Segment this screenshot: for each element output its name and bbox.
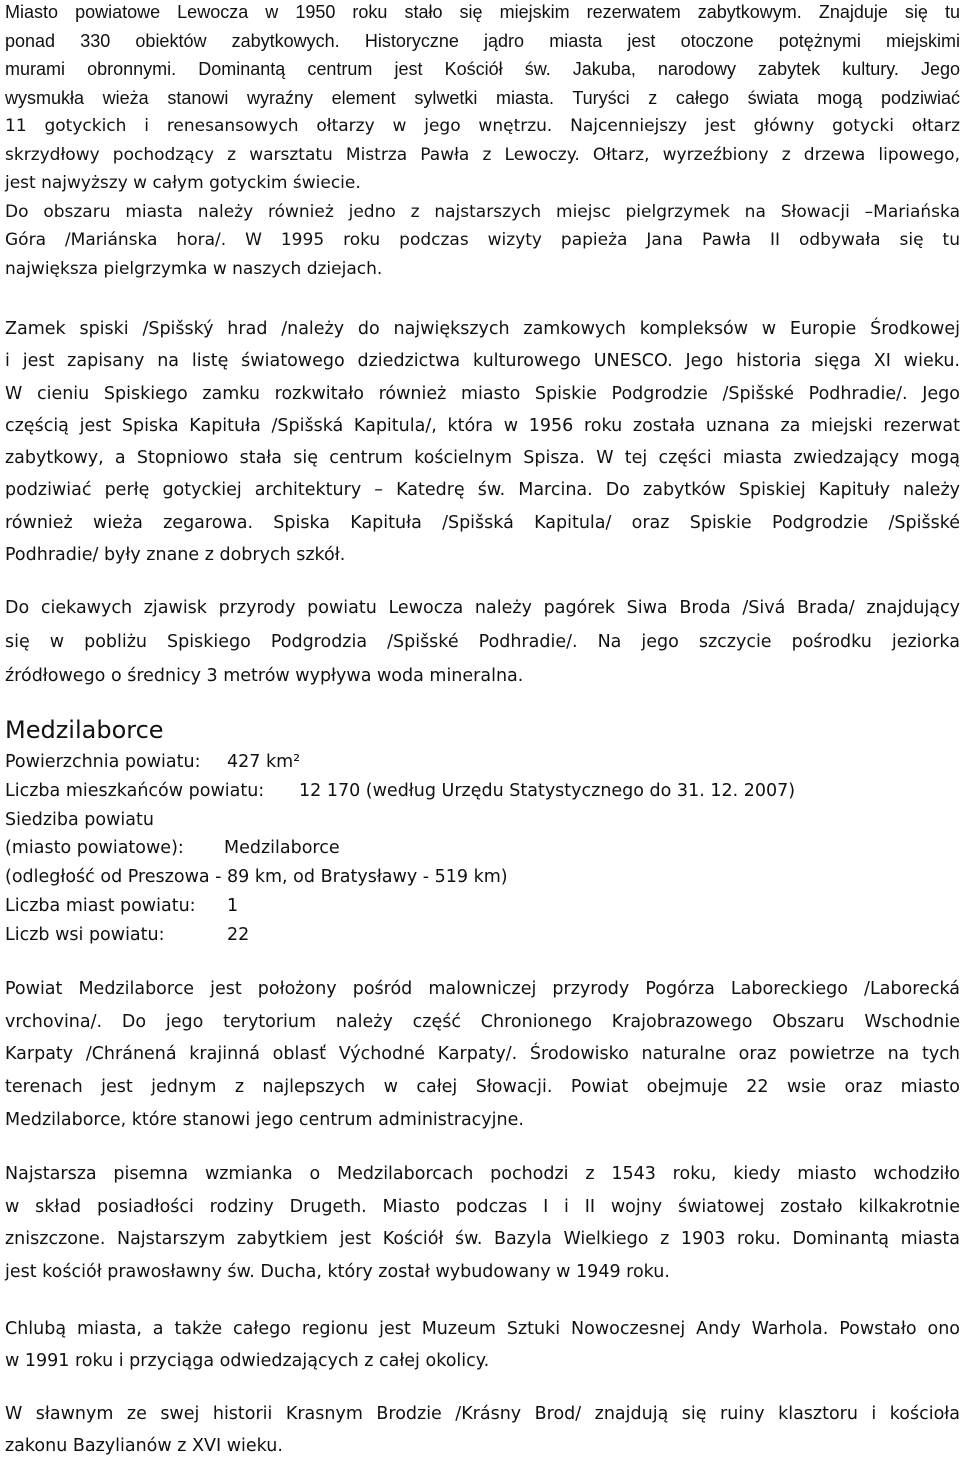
fact-seat (5, 834, 960, 863)
text-line: zniszczone. Najstarszym zabytkiem jest Kościół św. Bazyla Wielkiego z 1903 roku. Dominantą miasta (5, 1229, 960, 1249)
text-line: terenach jest jednym z najlepszych w całej Słowacji. Powiat obejmuje 22 wsie oraz miasto (5, 1077, 960, 1098)
fact-value: 427 km² (227, 752, 301, 772)
paragraph-medzilaborce-nature (5, 973, 960, 1137)
text-line: Powiat Medzilaborce jest położony pośród malowniczej przyrody Pogórza Laboreckiego /Laborecká (5, 979, 960, 999)
text-line: częścią jest Spiska Kapituła /Spišská Kapitula/, która w 1956 roku została uznana za miejski rezerwat (5, 415, 960, 436)
text-line: vrchovina/. Do jego terytorium należy część Chronionego Krajobrazowego Obszaru Wschodnie (5, 1011, 960, 1032)
text-line: Miasto powiatowe Lewocza w 1950 roku stało się miejskim rezerwatem zabytkowym. Znajduje się tu (5, 2, 960, 22)
fact-label: (miasto powiatowe): (5, 838, 184, 859)
fact-population (5, 777, 960, 806)
paragraph-levoca-history (5, 0, 960, 283)
text-line: źródłowego o średnicy 3 metrów wypływa woda mineralna. (5, 666, 524, 686)
fact-label: Liczba miast powiatu: (5, 895, 196, 916)
text-line: skrzydłowy pochodzący z warsztatu Mistrza Pawła z Lewoczy. Ołtarz, wyrzeźbiony z drzewa lipowego, (5, 144, 960, 165)
text-line: największa pielgrzymka w naszych dziejach. (5, 258, 383, 279)
fact-value: Medzilaborce (224, 838, 340, 859)
fact-distance: (odległość od Preszowa - 89 km, od Bratysławy - 519 km) (5, 867, 508, 888)
text-line: w skład posiadłości rodziny Drugeth. Miasto podczas I i II wojny światowej zostało kilkakrotnie (5, 1196, 960, 1217)
text-line: Medzilaborce, które stanowi jego centrum administracyjne. (5, 1109, 524, 1130)
text-line: Do ciekawych zjawisk przyrody powiatu Lewocza należy pagórek Siwa Broda /Sivá Brada/ znajdujący (5, 598, 960, 618)
text-line: murami obronnymi. Dominantą centrum jest Kościół św. Jakuba, narodowy zabytek kultury. Jego (5, 59, 960, 79)
paragraph-medzilaborce-history (5, 1158, 960, 1288)
fact-value: 1 (227, 895, 239, 916)
fact-label: Liczb wsi powiatu: (5, 924, 165, 945)
fact-villages (5, 921, 960, 950)
paragraph-warhol-museum (5, 1313, 960, 1377)
text-line: i jest zapisany na listę światowego dziedzictwa kulturowego UNESCO. Jego historia sięga XI wieku. (5, 351, 960, 372)
text-line: się w pobliżu Spiskiego Podgrodzia /Spišské Podhradie/. Na jego szczycie pośrodku jeziorka (5, 632, 960, 652)
text-line: Do obszaru miasta należy również jedno z najstarszych miejsc pielgrzymek na Słowacji –Mariańska (5, 201, 960, 222)
paragraph-spis-castle (5, 313, 960, 571)
text-line: Góra /Mariánska hora/. W 1995 roku podczas wizyty papieża Jana Pawła II odbywała się tu (5, 230, 960, 250)
text-line: W cieniu Spiskiego zamku rozkwitało również miasto Spiskie Podgrodzie /Spišské Podhradie/. Jego (5, 383, 960, 404)
fact-label: Liczba mieszkańców powiatu: (5, 780, 265, 801)
text-line: wysmukła wieża stanowi wyraźny element sylwetki miasta. Turyści z całego świata mogą podziwiać (5, 87, 960, 108)
text-line: zakonu Bazylianów z XVI wieku. (5, 1436, 283, 1456)
fact-towns (5, 892, 960, 921)
text-line: 11 gotyckich i renesansowych ołtarzy w jego wnętrzu. Najcenniejszy jest główny gotycki ołtarz (5, 116, 960, 136)
text-line: jest kościół prawosławny św. Ducha, który został wybudowany w 1949 roku. (5, 1261, 670, 1282)
text-line: w 1991 roku i przyciąga odwiedzających z całej okolicy. (5, 1351, 490, 1371)
text-line: ponad 330 obiektów zabytkowych. Historyczne jądro miasta jest otoczone potężnymi miejskimi (5, 30, 960, 51)
text-line: Karpaty /Chránená krajinná oblasť Východné Karpaty/. Środowisko naturalne oraz powietrze na tych (5, 1044, 960, 1065)
fact-area (5, 748, 960, 777)
paragraph-nature-levoca (5, 591, 960, 693)
text-line: Zamek spiski /Spišský hrad /należy do największych zamkowych kompleksów w Europie Środkowej (5, 319, 960, 339)
text-line: Najstarsza pisemna wzmianka o Medzilaborcach pochodzi z 1543 roku, kiedy miasto wchodziło (5, 1164, 960, 1184)
text-line: Chlubą miasta, a także całego regionu jest Muzeum Sztuki Nowoczesnej Andy Warhola. Powstało ono (5, 1319, 960, 1339)
text-line: zabytkowy, a Stopniowo stała się centrum kościelnym Spisza. W tej części miasta zwiedzający mogą (5, 448, 960, 469)
text-line: jest najwyższy w całym gotyckim świecie. (5, 173, 361, 193)
paragraph-krasny-brod (5, 1398, 960, 1462)
fact-seat-label: Siedziba powiatu (5, 809, 154, 830)
text-line: W sławnym ze swej historii Krasnym Brodzie /Krásny Brod/ znajdują się ruiny klasztoru i kościoła (5, 1404, 960, 1424)
facts-list (5, 748, 960, 950)
text-line: Podhradie/ były znane z dobrych szkół. (5, 545, 346, 566)
fact-label: Powierzchnia powiatu: (5, 752, 201, 772)
fact-value: 22 (227, 924, 250, 945)
fact-value: 12 170 (według Urzędu Statystycznego do 31. 12. 2007) (299, 780, 796, 801)
text-line: podziwiać perłę gotyckiej architektury – Katedrę św. Marcina. Do zabytków Spiskiej Kapituły należy (5, 480, 960, 501)
text-line: również wieża zegarowa. Spiska Kapituła /Spišská Kapitula/ oraz Spiskie Podgrodzie /Spišské (5, 512, 960, 533)
section-heading: Medzilaborce (5, 716, 164, 744)
